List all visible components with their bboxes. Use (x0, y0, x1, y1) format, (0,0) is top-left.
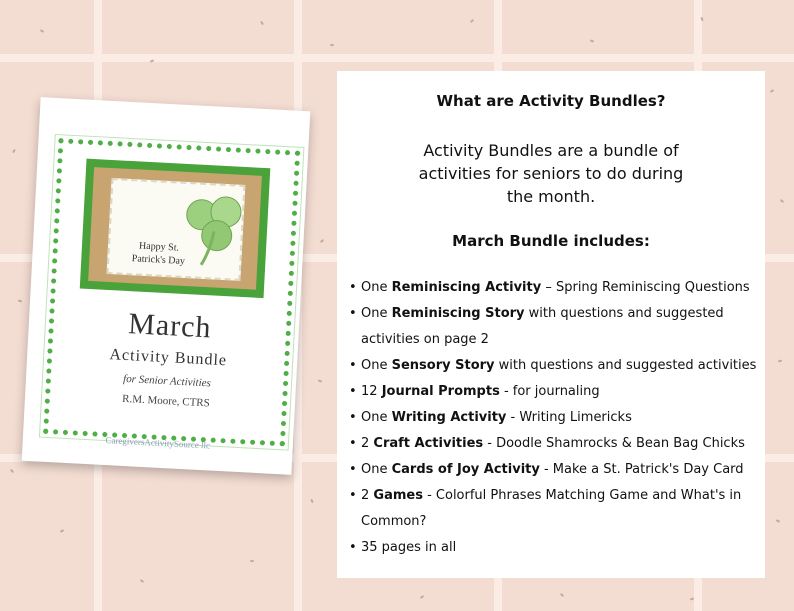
list-item (347, 431, 767, 457)
speck (420, 595, 424, 599)
speck (60, 529, 64, 533)
speck (140, 579, 144, 583)
speck (318, 379, 322, 382)
info-panel (337, 71, 765, 578)
item-rest: - Colorful Phrases Matching Game and What's in Common? (361, 488, 742, 529)
product-cover (22, 97, 311, 475)
item-prefix: One (361, 280, 392, 295)
list-item (347, 301, 767, 353)
includes-heading: March Bundle includes: (452, 232, 650, 250)
item-bold: Craft Activities (373, 436, 484, 451)
greeting-card (107, 178, 246, 281)
panel-heading: What are Activity Bundles? (436, 92, 666, 110)
item-prefix: 35 pages in all (361, 540, 457, 555)
speck (560, 593, 564, 597)
item-prefix: One (361, 462, 392, 477)
speck (12, 149, 16, 153)
speck (770, 89, 774, 93)
item-bold: Reminiscing Activity (391, 280, 542, 295)
cover-title: March (127, 307, 213, 345)
cover-publisher: CaregiversActivitySource llc (105, 435, 211, 451)
panel-description: Activity Bundles are a bundle of activities for seniors to do during the month. (418, 141, 684, 206)
cover-subtitle: Activity Bundle (109, 346, 228, 370)
list-item (347, 405, 767, 431)
item-prefix: One (361, 410, 392, 425)
cover-photo (80, 159, 271, 298)
item-rest: with questions and suggested activities on page 2 (361, 306, 724, 347)
item-bold: Writing Activity (391, 410, 507, 425)
speck (700, 17, 703, 21)
speck (310, 499, 314, 503)
speck (776, 519, 780, 523)
item-prefix: 2 (361, 488, 374, 503)
kraft-card-backing (88, 167, 262, 290)
speck (40, 29, 44, 33)
item-bold: Sensory Story (391, 358, 495, 373)
speck (250, 560, 254, 563)
speck (690, 597, 694, 600)
clover-border (43, 138, 300, 446)
item-bold: Cards of Joy Activity (391, 462, 540, 477)
item-bold: Reminiscing Story (391, 306, 525, 321)
item-prefix: One (361, 306, 392, 321)
list-item (347, 457, 767, 483)
item-bold: Games (373, 488, 423, 503)
list-item (347, 535, 767, 561)
speck (778, 360, 782, 363)
speck (10, 469, 14, 473)
item-rest: - Writing Limericks (506, 410, 632, 425)
item-bold: Journal Prompts (381, 384, 500, 399)
item-rest: - for journaling (499, 384, 600, 399)
item-rest: with questions and suggested activities (494, 358, 757, 373)
item-prefix: 12 (361, 384, 382, 399)
item-rest: – Spring Reminiscing Questions (541, 280, 750, 295)
speck (150, 59, 154, 62)
includes-list (347, 275, 767, 561)
speck (18, 300, 22, 303)
shamrock-icon (179, 190, 249, 271)
speck (320, 239, 324, 243)
speck (260, 21, 264, 25)
item-prefix: 2 (361, 436, 374, 451)
item-rest: - Make a St. Patrick's Day Card (539, 462, 744, 477)
speck (470, 19, 474, 23)
speck (780, 199, 784, 203)
item-prefix: One (361, 358, 392, 373)
card-greeting: Happy St. Patrick's Day (131, 240, 186, 267)
cover-for-line: for Senior Activities (122, 372, 212, 390)
list-item (347, 379, 767, 405)
list-item (347, 353, 767, 379)
list-item (347, 483, 767, 535)
speck (330, 44, 334, 47)
cover-author: R.M. Moore, CTRS (121, 392, 211, 410)
item-rest: - Doodle Shamrocks & Bean Bag Chicks (483, 436, 745, 451)
speck (590, 39, 594, 42)
list-item (347, 275, 767, 301)
